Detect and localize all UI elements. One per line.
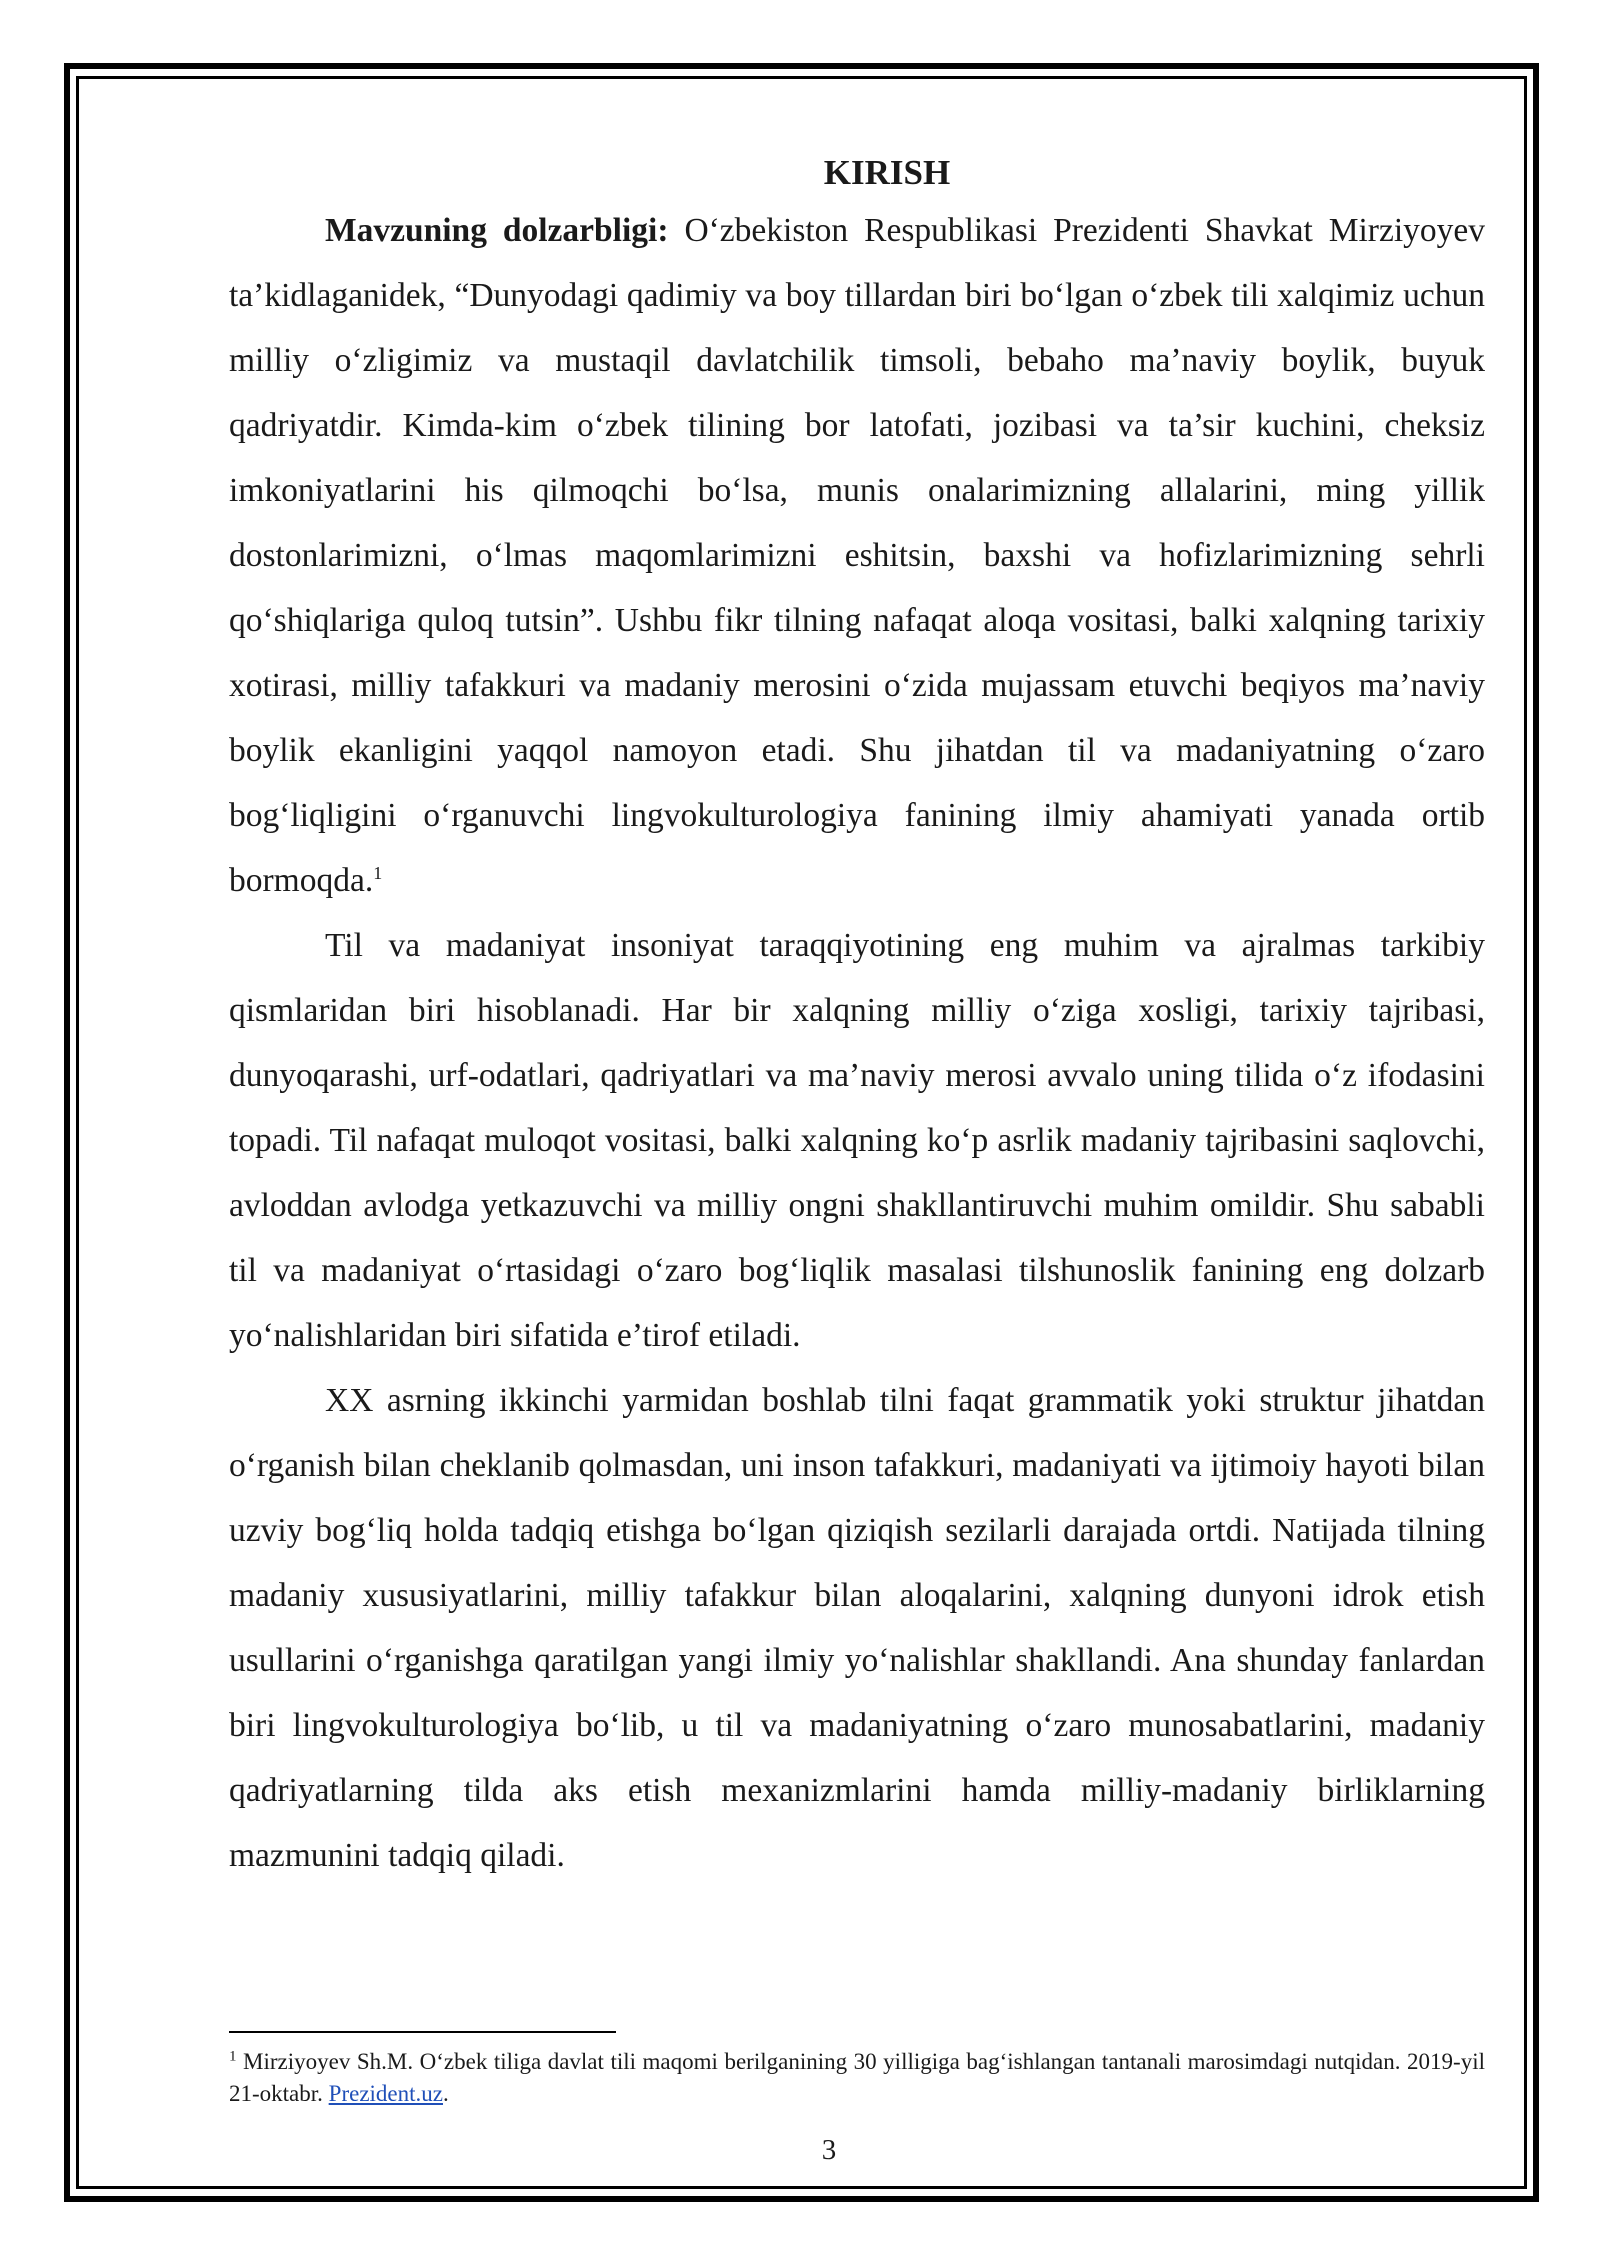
footnote-reference[interactable]: 1 <box>373 862 383 883</box>
footnote-separator <box>229 2031 616 2033</box>
page-number: 3 <box>821 2134 837 2166</box>
footnote-marker: 1 <box>229 2048 237 2065</box>
paragraph-1 <box>229 198 1485 913</box>
paragraph-lead: Mavzuning dolzarbligi: <box>325 212 669 249</box>
footnote-trailing: . <box>442 2081 449 2106</box>
paragraph-2: Til va madaniyat insoniyat taraqqiyotining eng muhim va ajralmas tarkibiy qismlaridan biri hisoblanadi. Har bir xalqning milliy o‘ziga xosligi, tarixiy tajribasi, dunyoqarashi, urf-odatlari, qadriyatlari va ma’naviy merosi avvalo uning tilida o‘z ifodasini topadi. Til nafaqat muloqot vositasi, balki xalqning ko‘p asrlik madaniy tajribasini saqlovchi, avloddan avlodga yetkazuvchi va milliy ongni shakllantiruvchi muhim omildir. Shu sababli til va madaniyat o‘rtasidagi o‘zaro bog‘liqlik masalasi tilshunoslik fanining eng dolzarb yo‘nalishlaridan biri sifatida e’tirof etiladi. <box>229 927 1485 1354</box>
paragraph-text: O‘zbekiston Respublikasi Prezidenti Shavkat Mirziyoyev ta’kidlaganidek, “Dunyodagi qadimiy va boy tillardan biri bo‘lgan o‘zbek tili xalqimiz uchun milliy o‘zligimiz va mustaqil davlatchilik timsoli, bebaho ma’naviy boylik, buyuk qadriyatdir. Kimda-kim o‘zbek tilining bor latofati, jozibasi va ta’sir kuchini, cheksiz imkoniyatlarini his qilmoqchi bo‘lsa, munis onalarimizning allalarini, ming yillik dostonlarimizni, o‘lmas maqomlarimizni eshitsin, baxshi va hofizlarimizning sehrli qo‘shiqlariga quloq tutsin”. Ushbu fikr tilning nafaqat aloqa vositasi, balki xalqning tarixiy xotirasi, milliy tafakkuri va madaniy merosini o‘zida mujassam etuvchi beqiyos ma’naviy boylik ekanligini yaqqol namoyon etadi. Shu jihatdan til va madaniyatning o‘zaro bog‘liqligini o‘rganuvchi lingvokulturologiya fanining ilmiy ahamiyati yanada ortib bormoqda. <box>229 212 1486 899</box>
page-body <box>229 148 1485 1888</box>
footnote-link[interactable]: Prezident.uz <box>328 2081 443 2106</box>
footnote <box>229 2046 1485 2110</box>
section-heading: KIRISH <box>823 153 951 192</box>
paragraph-3: XX asrning ikkinchi yarmidan boshlab tilni faqat grammatik yoki struktur jihatdan o‘rganish bilan cheklanib qolmasdan, uni inson tafakkuri, madaniyati va ijtimoiy hayoti bilan uzviy bog‘liq holda tadqiq etishga bo‘lgan qiziqish sezilarli darajada ortdi. Natijada tilning madaniy xususiyatlarini, milliy tafakkur bilan aloqalarini, xalqning dunyoni idrok etish usullarini o‘rganishga qaratilgan yangi ilmiy yo‘nalishlar shakllandi. Ana shunday fanlardan biri lingvokulturologiya bo‘lib, u til va madaniyatning o‘zaro munosabatlarini, madaniy qadriyatlarning tilda aks etish mexanizmlarini hamda milliy-madaniy birliklarning mazmunini tadqiq qiladi. <box>229 1382 1485 1874</box>
footnote-text: Mirziyoyev Sh.M. O‘zbek tiliga davlat tili maqomi berilganining 30 yilligiga bag‘ishlangan tantanali marosimdagi nutqidan. 2019-yil 21-oktabr. <box>229 2049 1485 2106</box>
